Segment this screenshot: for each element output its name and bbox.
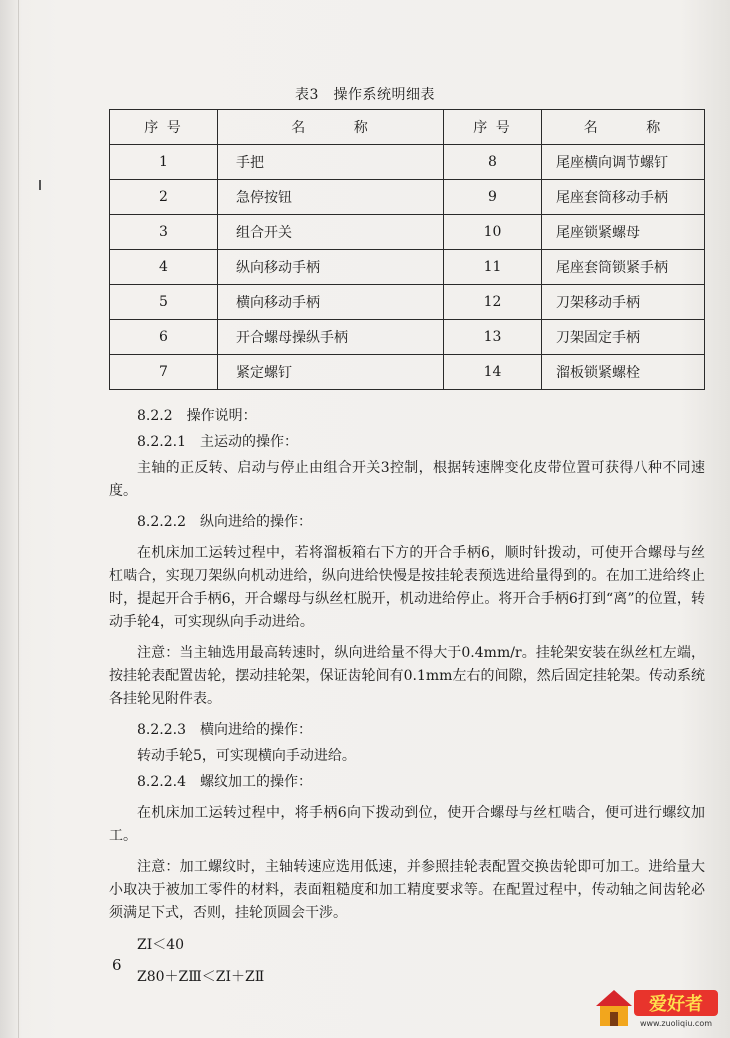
binding-edge xyxy=(18,0,19,1038)
cell-name-2: 溜板锁紧螺栓 xyxy=(542,355,705,390)
paragraph-transverse-feed: 转动手轮5，可实现横向手动进给。 xyxy=(137,748,356,764)
paragraph-longitudinal-feed: 在机床加工运转过程中，若将溜板箱右下方的开合手柄6，顺时针拨动，可使开合螺母与丝杠啮合，实现刀架纵向机动进给，纵向进给快慢是按挂轮表预选进给量得到的。在加工进给终止时，提起开合手柄6，开合螺母与纵丝杠脱开，机动进给停止。将开合手柄6打到“离”的位置，转动手轮4，可实现纵向手动进给。 xyxy=(109,545,705,630)
cell-name: 横向移动手柄 xyxy=(218,285,444,320)
watermark-logo xyxy=(590,984,722,1030)
table-row xyxy=(110,320,705,355)
cell-name: 紧定螺钉 xyxy=(218,355,444,390)
header-no: 序 号 xyxy=(110,110,218,145)
section-heading-8-2-2: 8.2.2 操作说明： xyxy=(137,408,257,424)
cell-name-2: 刀架固定手柄 xyxy=(542,320,705,355)
cell-name: 组合开关 xyxy=(218,215,444,250)
paragraph-thread-cutting: 在机床加工运转过程中，将手柄6向下拨动到位，使开合螺母与丝杠啮合，便可进行螺纹加工。 xyxy=(109,805,705,844)
cell-no-2: 10 xyxy=(444,215,542,250)
table-row xyxy=(110,145,705,180)
formula-2: Z80＋ZⅢ＜ZⅠ＋ZⅡ xyxy=(137,969,265,985)
cell-name-2: 尾座套筒锁紧手柄 xyxy=(542,250,705,285)
section-heading-8-2-2-4: 8.2.2.4 螺纹加工的操作： xyxy=(137,774,312,790)
cell-no: 5 xyxy=(110,285,218,320)
operation-system-table xyxy=(109,109,705,390)
cell-no: 3 xyxy=(110,215,218,250)
formula-1: ZⅠ＜40 xyxy=(137,937,185,953)
header-no-2: 序 号 xyxy=(444,110,542,145)
cell-no-2: 13 xyxy=(444,320,542,355)
cell-no-2: 12 xyxy=(444,285,542,320)
note-longitudinal-feed: 注意：当主轴选用最高转速时，纵向进给量不得大于0.4mm/r。挂轮架安装在纵丝杠左端，按挂轮表配置齿轮，摆动挂轮架，保证齿轮间有0.1mm左右的间隙，然后固定挂轮架。传动系统各挂轮见附件表。 xyxy=(109,645,705,707)
cell-name-2: 刀架移动手柄 xyxy=(542,285,705,320)
cell-no: 2 xyxy=(110,180,218,215)
header-name-2: 名 称 xyxy=(542,110,705,145)
cell-no: 7 xyxy=(110,355,218,390)
cell-no-2: 8 xyxy=(444,145,542,180)
section-heading-8-2-2-1: 8.2.2.1 主运动的操作： xyxy=(137,434,298,450)
cell-no-2: 9 xyxy=(444,180,542,215)
watermark-url: www.zuoliqiu.com xyxy=(639,1019,713,1028)
house-icon xyxy=(596,990,632,1026)
header-name: 名 称 xyxy=(218,110,444,145)
cell-name: 开合螺母操纵手柄 xyxy=(218,320,444,355)
table-title: 表3 操作系统明细表 xyxy=(295,87,435,103)
cell-name-2: 尾座套筒移动手柄 xyxy=(542,180,705,215)
cell-no: 6 xyxy=(110,320,218,355)
cell-name: 急停按钮 xyxy=(218,180,444,215)
table-row xyxy=(110,180,705,215)
section-heading-8-2-2-3: 8.2.2.3 横向进给的操作： xyxy=(137,722,312,738)
cell-no-2: 11 xyxy=(444,250,542,285)
table-row xyxy=(110,285,705,320)
cell-no-2: 14 xyxy=(444,355,542,390)
cell-no: 4 xyxy=(110,250,218,285)
watermark-text: 爱好者 xyxy=(649,994,703,1015)
cell-name: 手把 xyxy=(218,145,444,180)
table-row xyxy=(110,215,705,250)
section-heading-8-2-2-2: 8.2.2.2 纵向进给的操作： xyxy=(137,514,312,530)
note-thread-cutting: 注意：加工螺纹时，主轴转速应选用低速，并参照挂轮表配置交换齿轮即可加工。进给量大小取决于被加工零件的材料，表面粗糙度和加工精度要求等。在配置过程中，传动轴之间齿轮必须满足下式，否则，挂轮顶圆会干涉。 xyxy=(109,859,705,921)
table-row xyxy=(110,250,705,285)
cell-name: 纵向移动手柄 xyxy=(218,250,444,285)
cell-name-2: 尾座锁紧螺母 xyxy=(542,215,705,250)
table-header-row xyxy=(110,110,705,145)
cell-name-2: 尾座横向调节螺钉 xyxy=(542,145,705,180)
body-text xyxy=(109,405,705,989)
page-number: 6 xyxy=(112,956,122,974)
paragraph-main-motion: 主轴的正反转、启动与停止由组合开关3控制，根据转速牌变化皮带位置可获得八种不同速度。 xyxy=(109,460,705,499)
cell-no: 1 xyxy=(110,145,218,180)
table-row xyxy=(110,355,705,390)
scan-mark xyxy=(39,180,41,190)
